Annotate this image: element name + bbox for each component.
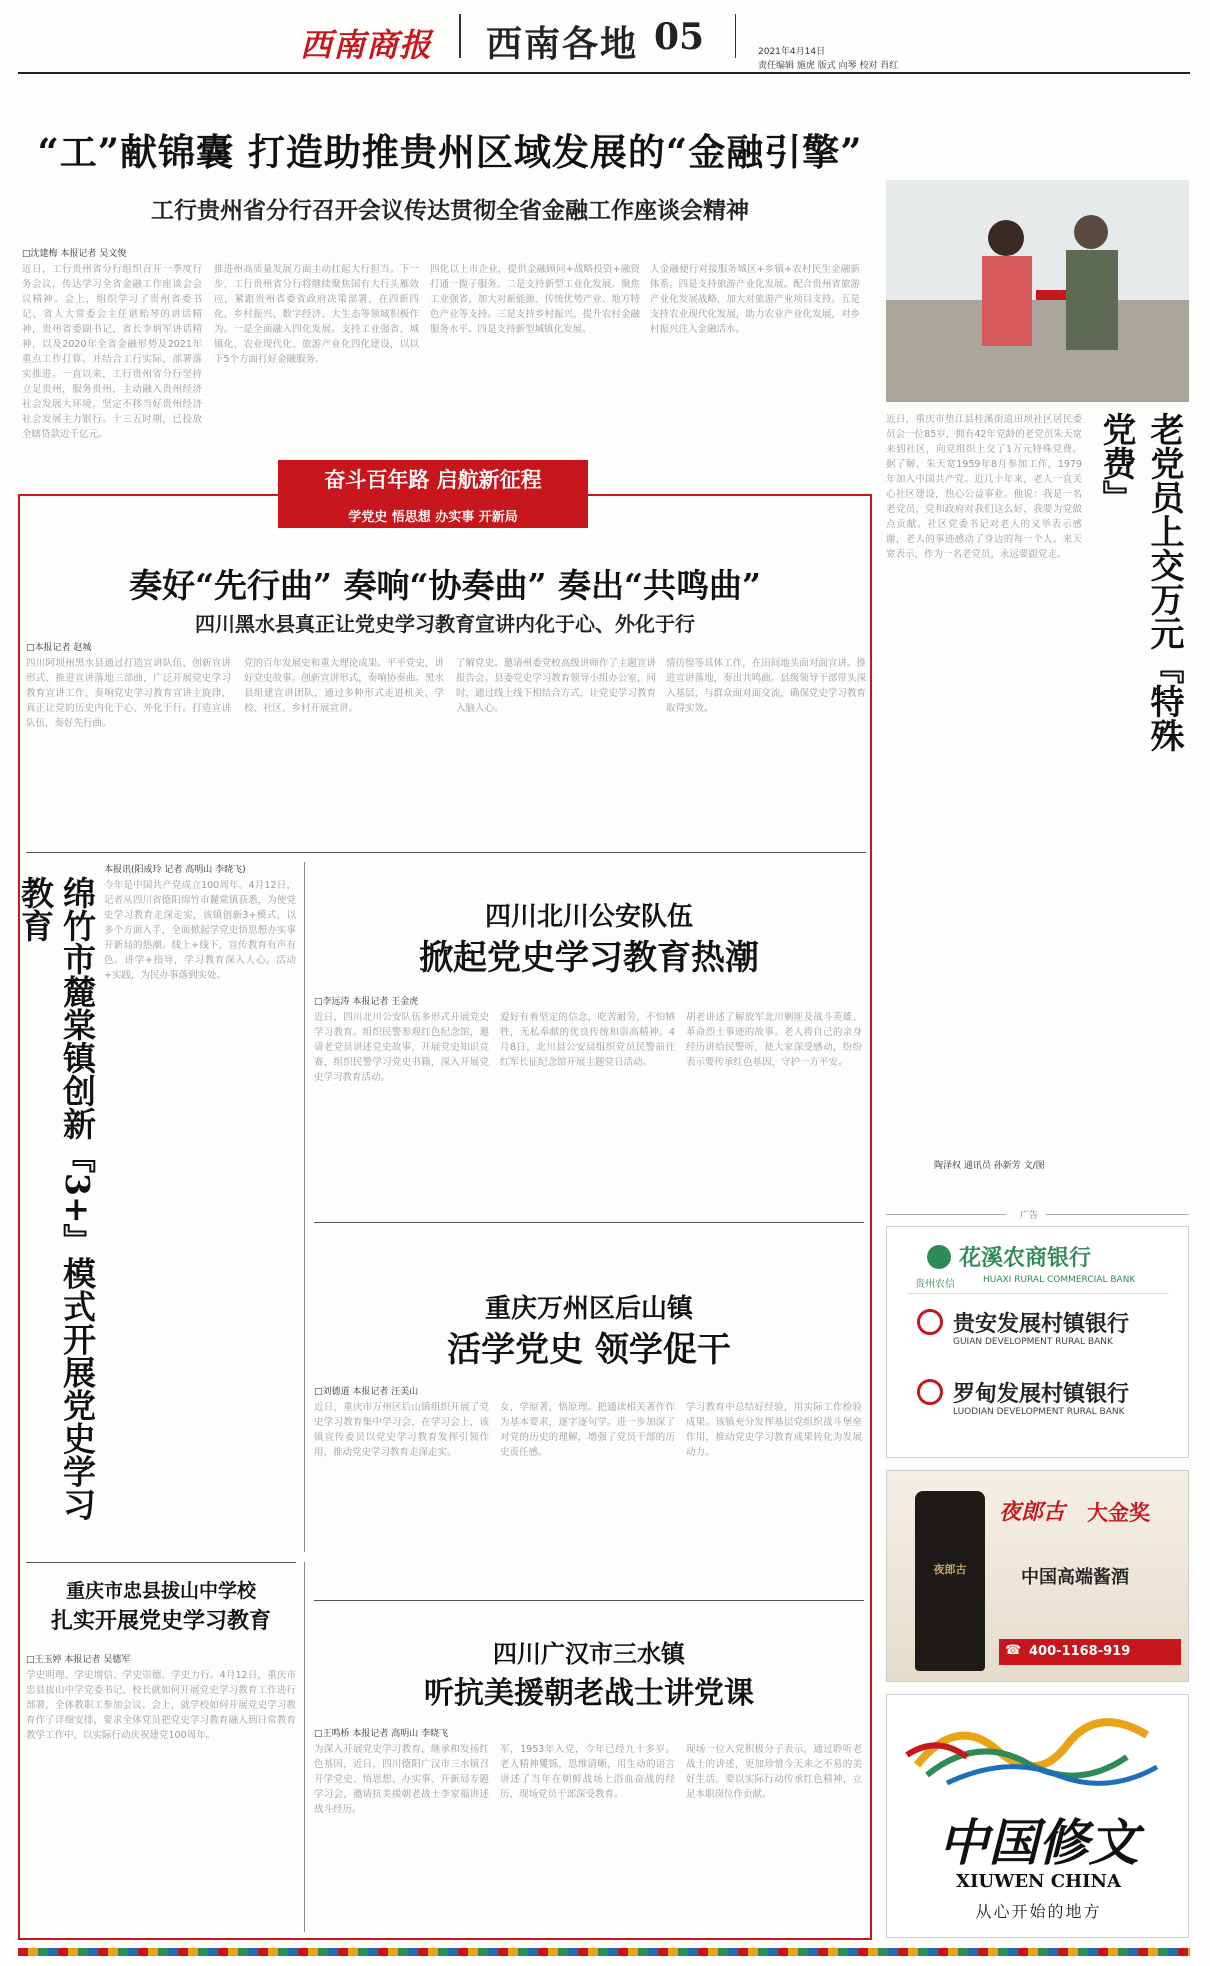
story6-byline: □王鸣桥 本报记者 高明山 李晓飞 — [314, 1729, 449, 1739]
photo-scene — [886, 180, 1189, 402]
story3-headline-line1: 四川北川公安队伍 — [484, 902, 693, 932]
lead-subhead: 工行贵州省分行召开会议传达贯彻全省金融工作座谈会精神 — [151, 197, 749, 224]
bank2-logo-icon — [917, 1309, 943, 1335]
liquor-brand: 夜郎古 — [999, 1499, 1066, 1525]
paper-logo: 西南商报 — [300, 26, 433, 64]
story6-headline-line2: 听抗美援朝老战士讲党课 — [424, 1676, 754, 1711]
story4-column-2: 女，学原著，悟原理。把通读相关著作作为基本要求，逐字逐句学。进一步加深了对党的历史的理解，增强了党员干部的历史责任感。 — [500, 1402, 675, 1458]
ad-label: 广告 — [1020, 1211, 1039, 1221]
photo-story-image — [886, 180, 1189, 402]
story6-top-rule — [314, 1600, 864, 1601]
lead-byline: □沈建梅 本报记者 吴文俊 — [22, 249, 127, 259]
story1-bottom-rule — [26, 852, 866, 853]
bank2-name: 贵安发展村镇银行 — [953, 1312, 1130, 1337]
feature-banner-title: 奋斗百年路 启航新征程 — [324, 467, 542, 492]
story6-headline-line1: 四川广汉市三水镇 — [493, 1639, 685, 1668]
bank3-name: 罗甸发展村镇银行 — [953, 1382, 1130, 1407]
xiuwen-slogan: 从心开始的地方 — [975, 1902, 1102, 1921]
story6-column-3: 现场一位入党积极分子表示，通过聆听老战士的讲述，更加珍惜今天来之不易的美好生活，要以实际行动传承红色精神，立足本职岗位作贡献。 — [686, 1744, 862, 1800]
story3-headline-line2: 掀起党史学习教育热潮 — [419, 938, 759, 978]
story1-subhead: 四川黑水县真正让党史学习教育宣讲内化于心、外化于行 — [195, 612, 695, 636]
story1-column-1: 四川阿坝州黑水县通过打造宣讲队伍、创新宣讲形式、推进宣讲落地三部曲，广泛开展党史学习教育宣讲工作，奏响党史学习教育宣讲主旋律，真正让党的历史内化于心、外化于行。打造宣讲队伍，奏好先行曲。 — [26, 658, 231, 729]
story3-column-1: 近日，四川北川公安队伍多形式开展党史学习教育。组织民警参观红色纪念馆，邀请老党员讲述党史故事，开展党史知识竞赛，组织民警学习党史书籍，深入开展党史学习教育活动。 — [314, 1012, 489, 1083]
bank3-logo-icon — [917, 1379, 943, 1405]
liquor-ad[interactable] — [886, 1470, 1189, 1682]
story1-column-2: 党的百年发展史和重大理论成果。平平党史，讲好党史故事。创新宣讲形式，奏响协奏曲。黑水县组建宣讲团队，通过多种形式走进机关、学校、社区、乡村开展宣讲。 — [244, 658, 444, 714]
story2-body: 今年是中国共产党成立100周年。4月12日，记者从四川省德阳绵竹市麓棠镇获悉，为使党史学习教育走深走实，该镇创新3+模式，以多个方面入手，全面掀起学党史悟思想办实事开新局的热潮。线上+线下，宣传教育有声有色。讲学+指导，学习教育深入人心。活动+实践，为民办事落到实处。 — [104, 880, 296, 981]
story5-body: 学史明理、学史增信、学史崇德、学史力行。4月12日，重庆市忠县拔山中学党委书记、校长就如何开展党史学习教育工作进行部署，全体教职工参加会议。会上，就学校如何开展党史学习教育作了详细安排，要求全体党员把党史学习教育融入到日常教育教学工作中，以实际行动庆祝建党100周年。 — [26, 1670, 296, 1741]
page-bottom-rule — [18, 1948, 1190, 1956]
lead-column-1: 近日，工行贵州省分行组织召开一季度行务会议，传达学习全省金融工作座谈会会议精神。会上，组织学习了贵州省委书记、省人大常委会主任谌贻琴的讲话精神，贵州省委副书记、省长李炳军讲话精神，以及2020年全省金融形势及2021年重点工作打算。并结合工行实际，部署落实推进。一直以来，工行贵州省分行坚持立足贵州，服务贵州，主动融入贵州经济社会发展大环境，坚定不移当好贵州经济社会发展主力银行。十三五时期，已投放全辖贷款近千亿元。 — [22, 264, 202, 440]
bank-ad[interactable] — [886, 1226, 1189, 1458]
lead-headline: “工”献锦囊 打造助推贵州区域发展的“金融引擎” — [37, 130, 863, 174]
issue-date: 2021年4月14日 — [758, 47, 826, 57]
story6-column-2: 军，1953年入党，今年已经九十多岁。老人精神矍铄，思维清晰，用生动的语言讲述了当年在朝鲜战场上浴血奋战的经历，现场党员干部深受教育。 — [500, 1744, 675, 1800]
story4-column-3: 学习教育中总结好经验，用实际工作检验成果。该镇充分发挥基层党组织战斗堡垒作用，推动党史学习教育成果转化为发展动力。 — [686, 1402, 862, 1458]
lead-column-3: 四化以上市企业，提供金融顾问+战略投资+融资打通一揽子服务。二是支持新型工业化发展。聚焦工业强省，加大对新能源、传统优势产业、地方特色产业等支持。三是支持乡村振兴，提升农村金融服务水平。四是支持新型城镇化发展。 — [430, 264, 640, 335]
story6-column-1: 为深入开展党史学习教育，继承和发扬红色基因，近日，四川德阳广汉市三水镇召开学党史、悟思想、办实事、开新局专题学习会，邀请抗美援朝老战士李家福讲述战斗经历。 — [314, 1744, 489, 1815]
liquor-phone: 400-1168-919 — [1029, 1644, 1131, 1659]
bank1-name: 花溪农商银行 — [959, 1246, 1092, 1271]
masthead-divider-2 — [735, 14, 736, 58]
story2-byline: 本报讯(阳成玲 记者 高明山 李晓飞) — [104, 865, 246, 875]
bank1-prefix: 贵州农信 — [915, 1279, 955, 1290]
bank1-logo-icon — [927, 1245, 951, 1269]
photo-story-vertical-title: 老党员上交万元『特殊党费』 — [1096, 412, 1184, 752]
story5-headline-line2: 扎实开展党史学习教育 — [50, 1608, 271, 1634]
story3-column-3: 胡老讲述了解放军北川剿匪及战斗英雄、革命烈士事迹的故事。老人将自己的亲身经历讲给民警听，使大家深受感动，纷纷表示要传承红色基因，守护一方平安。 — [686, 1012, 862, 1068]
xiuwen-ribbon-icon — [887, 1705, 1189, 1795]
xiuwen-ad[interactable] — [886, 1694, 1189, 1938]
bank2-english: GUIAN DEVELOPMENT RURAL BANK — [953, 1337, 1113, 1347]
bottle-label: 夜郎古 — [933, 1563, 967, 1576]
page-number: 05 — [654, 16, 705, 58]
liquor-bottle — [915, 1491, 985, 1671]
masthead — [0, 0, 1210, 71]
page-editors: 责任编辑 施虎 版式 向琴 校对 肖红 — [758, 61, 899, 71]
story1-column-3: 了解党史。邀请州委党校高级讲师作了主题宣讲报告会。县委党史学习教育领导小组办公室，同时，通过线上线下相结合方式，让党史学习教育入脑入心。 — [456, 658, 656, 714]
photo-story-credit: 陶泽权 通讯员 孙新芳 文/图 — [934, 1161, 1045, 1171]
ad-label-rule-2 — [1046, 1214, 1189, 1215]
story1-column-4: 情彷徨等具体工作，在田间地头面对面宣讲。推进宣讲落地，奏出共鸣曲。县级领导干部带头深入基层，与群众面对面交流，确保党史学习教育取得实效。 — [666, 658, 866, 714]
phone-icon: ☎ — [1005, 1643, 1022, 1658]
lead-column-4: 人金融便行对接服务城区+乡镇+农村民生金融新体系。四是支持旅游产业化发展。配合贵州省旅游产业化发展战略，加大对旅游产业项目支持。五是支持农业现代化发展，助力农业产业化发展，对乡村振兴注入金融活水。 — [650, 264, 860, 335]
bank-divider — [907, 1293, 1169, 1294]
lead-column-2: 推进州高质量发展方面主动扛起大行担当。下一步，工行贵州省分行将继续聚焦国有大行头雁效应，紧跟贵州省委省政府决策部署，在四新四化、乡村振兴、数字经济、大生态等领域积极作为。一是全面融入四化发展。支持工业强省、城镇化、农业现代化、旅游产业化四化建设，以以下5个方面打好金融服务。 — [214, 264, 419, 365]
liquor-tagline: 中国高端酱酒 — [1021, 1567, 1129, 1588]
bank1-english: HUAXI RURAL COMMERCIAL BANK — [983, 1275, 1136, 1285]
liquor-phone-bar — [999, 1639, 1181, 1665]
story5-headline-line1: 重庆市忠县拔山中学校 — [65, 1580, 256, 1602]
story5-divider — [304, 1562, 305, 1932]
story4-byline: □刘德道 本报记者 汪美山 — [314, 1387, 419, 1397]
story3-column-2: 爱好有着坚定的信念，吃苦耐劳，不怕牺牲，无私奉献的优良传统和崇高精神。4月8日，北川县公安局组织党员民警前往红军长征纪念馆开展主题党日活动。 — [500, 1012, 675, 1068]
story2-vertical-headline: 绵竹市麓棠镇创新『3+』模式开展党史学习教育 — [16, 876, 97, 1521]
story2-divider — [304, 862, 305, 1552]
story5-byline: □王玉婷 本报记者 吴德军 — [26, 1655, 131, 1665]
story3-byline: □李远涛 本报记者 王金虎 — [314, 997, 419, 1007]
masthead-divider — [459, 14, 461, 58]
bank3-english: LUODIAN DEVELOPMENT RURAL BANK — [953, 1407, 1125, 1417]
liquor-award: 大金奖 — [1087, 1501, 1150, 1525]
story1-headline: 奏好“先行曲” 奏响“协奏曲” 奏出“共鸣曲” — [129, 566, 761, 605]
masthead-rule — [18, 72, 1190, 74]
story1-byline: □本报记者 赵城 — [26, 643, 92, 653]
story4-column-1: 近日，重庆市万州区后山镇组织开展了党史学习教育集中学习会，在学习会上，该镇宣传委员以党史学习教育发挥引领作用，推动党史学习教育走深走实。 — [314, 1402, 489, 1458]
story4-headline-line1: 重庆万州区后山镇 — [484, 1294, 693, 1324]
section-title: 西南各地 — [486, 23, 639, 65]
ad-label-rule — [886, 1214, 1006, 1215]
xiuwen-title: 中国修文 — [938, 1813, 1139, 1872]
xiuwen-english: XIUWEN CHINA — [956, 1871, 1121, 1892]
feature-banner-slogan: 学党史 悟思想 办实事 开新局 — [278, 506, 588, 528]
story3-bottom-rule — [314, 1222, 864, 1223]
story4-headline-line2: 活学党史 领学促干 — [447, 1330, 731, 1370]
photo-story-body: 近日，重庆市垫江县桂溪街道田坝社区居民委员会一位85岁，拥有42年党龄的老党员朱天宽来到社区，向党组织上交了1万元特殊党费。据了解，朱天宽1959年8月参加工作，1979年加入中国共产党。近几十年来，老人一直关心社区建设，热心公益事业。他说：我是一名老党员，党和政府对我们这么好，我要为党做点贡献。社区党委书记对老人的义举表示感谢，老人的事迹感动了身边的每一个人。来天宽表示，作为一名老党员，永远要跟党走。 — [886, 414, 1082, 560]
story5-top-rule — [26, 1562, 296, 1563]
